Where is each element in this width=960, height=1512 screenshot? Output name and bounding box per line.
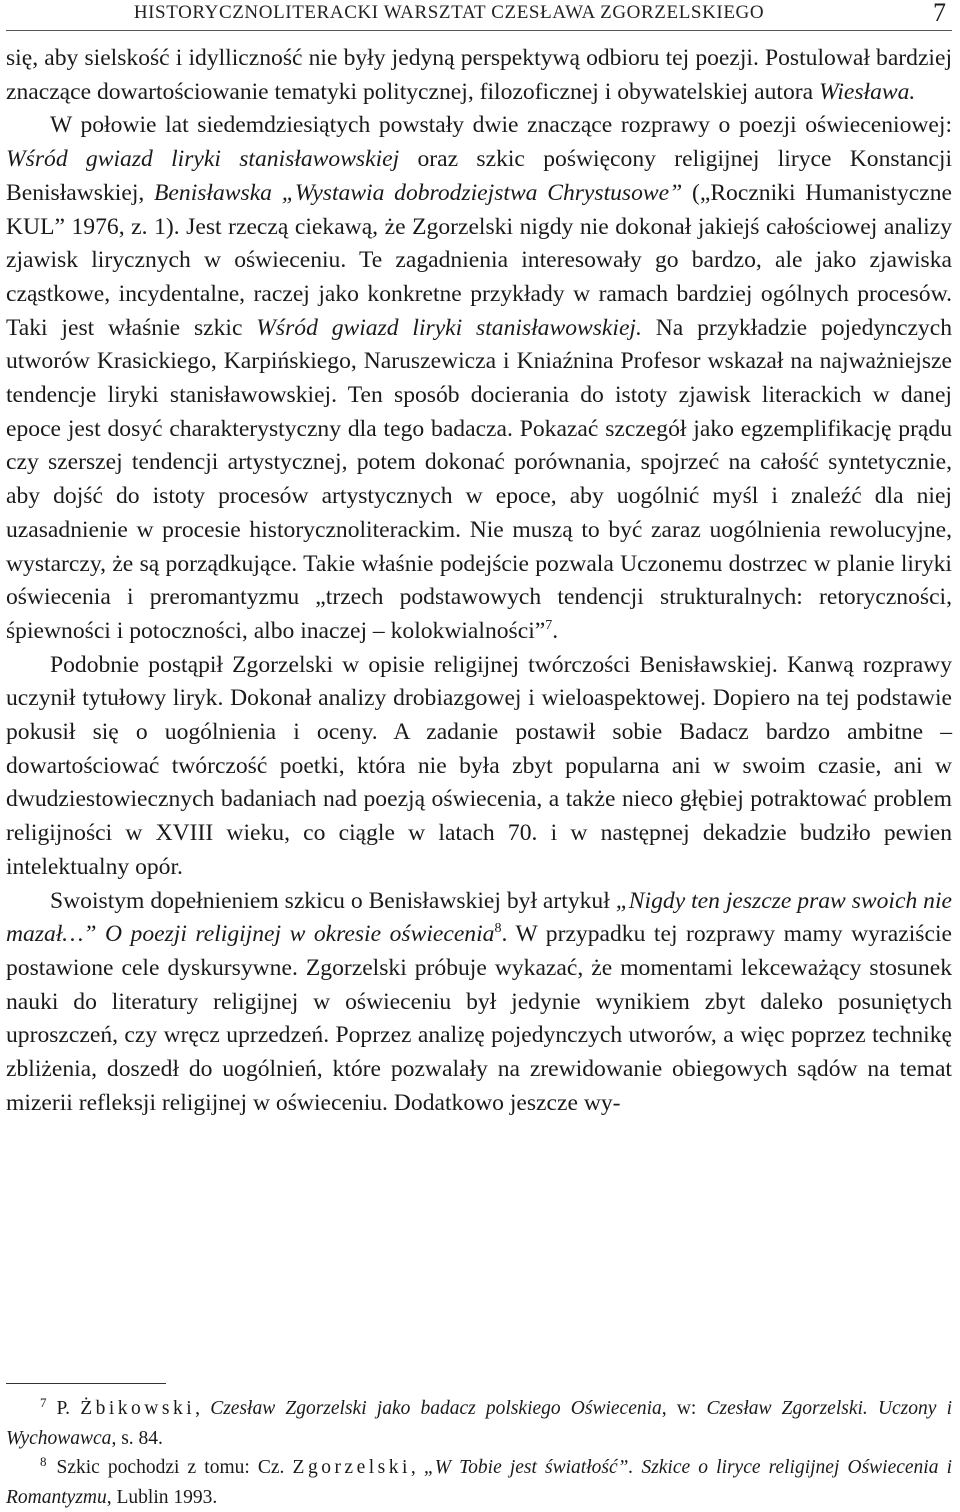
footnote-8 [6, 1453, 952, 1512]
author-spaced: Żbikowski [80, 1398, 196, 1419]
running-header [6, 0, 952, 31]
italic-title: „W Tobie jest światłość”. Szkice o liryce religijnej Oświecenia i Romantyzmu [6, 1457, 952, 1508]
italic-title: Czesław Zgorzelski. Uczony i Wychowawca [6, 1398, 953, 1449]
italic-title: Wśród gwiazd liryki stanisławowskiej [6, 146, 400, 173]
text-run: Szkic pochodzi z tomu: Cz. [56, 1457, 293, 1478]
italic-title: Benisławska „Wystawia dobrodziejstwa Chrystusowe” [154, 179, 683, 206]
text-run: . [552, 617, 559, 644]
footnote-divider [6, 1383, 166, 1384]
text-run: , w: [661, 1398, 707, 1419]
text-run: Na przykładzie pojedynczych utworów Krasickiego, Karpińskiego, Naruszewicza i Kniaźnina Profesor wskazał na najważniejsze tendencje liryki stanisławowskiej. Ten sposób docierania do istoty zjawisk literackich w danej epoce jest dosyć charakterystyczny dla tego badacza. Pokazać szczegół jako egzemplifikację prądu czy szerszej tendencji artystycznej, potem dokonać porównania, spojrzeć na całość syntetycznie, aby dojść do istoty procesów artystycznych w epoce, aby uogólnić myśl i znaleźć dla niej uzasadnienie w procesie historycznoliterackim. Nie muszą to być zaraz uogólnienia rewolucyjne, wystarczy, że są porządkujące. Takie właśnie podejście pozwala Uczonemu dostrzec w planie liryki oświecenia i preromantyzmu „trzech podstawowych tendencji strukturalnych: retoryczności, śpiewności i potoczności, albo inaczej – kolokwialności” [6, 314, 952, 644]
italic-title: Wiesława. [818, 78, 916, 105]
author-spaced: Zgorzelski [292, 1457, 411, 1478]
text-run: , [410, 1457, 424, 1478]
text-run: Podobnie postąpił Zgorzelski w opisie religijnej twórczości Benisławskiej. Kanwą rozprawy uczynił tytułowy liryk. Dokonał analizy drobiazgowej i wieloaspektowej. Dopiero na tej podstawie pokusił się o uogólnienia i oceny. A zadanie postawił sobie Badacz bardzo ambitne – dowartościować twórczość poetki, która nie była zbyt popularna ani w swoim czasie, ani w dwudziestowiecznych badaniach nad poezją oświecenia, a także nieco głębiej potraktować problem religijności w XVIII wieku, co ciągle w latach 70. i w następnej dekadzie budziło pewien intelektualny opór. [6, 651, 952, 880]
footnote-number: 7 [40, 1395, 47, 1410]
text-run: się, aby sielskość i idylliczność nie były jedyną perspektywą odbioru tej poezji. Postulował bardziej znaczące dowartościowanie tematyki politycznej, filozoficznej i obywatelskiej autora [6, 45, 952, 105]
italic-title: Wśród gwiazd liryki stanisławowskiej. [256, 314, 642, 341]
footnote-ref-7[interactable]: 7 [545, 617, 553, 633]
main-text [6, 42, 952, 1121]
page-number: 7 [933, 0, 946, 27]
text-run: oraz szkic poświęcony religijnej liryce Konstancji Benisławskiej, [6, 146, 952, 206]
footnote-number: 8 [40, 1454, 47, 1469]
italic-title: Czesław Zgorzelski jako badacz polskiego Oświecenia [210, 1398, 662, 1419]
paragraph-2 [6, 109, 952, 648]
text-run: („Roczniki Humanistyczne KUL” 1976, z. 1). Jest rzeczą ciekawą, że Zgorzelski nigdy nie dokonał jakiejś całościowej analizy zjawisk lirycznych w oświeceniu. Te zagadnienia interesowały go bardzo, ale jako zjawiska cząstkowe, incydentalne, raczej jako konkretne przykłady w ramach bardziej ogólnych procesów. Taki jest właśnie szkic [6, 179, 952, 341]
footnote-7 [6, 1394, 952, 1453]
text-run: W połowie lat siedemdziesiątych powstały dwie znaczące rozprawy o poezji oświeceniowej: [50, 112, 952, 139]
italic-title: „Nigdy ten jeszcze praw swoich nie mazał…” O poezji religijnej w okresie oświecenia [6, 887, 952, 948]
paragraph-1 [6, 42, 952, 109]
text-run: , s. 84. [111, 1427, 163, 1449]
paragraph-4 [6, 885, 952, 1121]
footnote-ref-8[interactable]: 8 [494, 921, 502, 937]
footnotes [6, 1394, 952, 1512]
text-run: , [195, 1398, 211, 1419]
text-run: P. [56, 1398, 81, 1419]
running-title: HISTORYCZNOLITERACKI WARSZTAT CZESŁAWA ZGORZELSKIEGO [133, 2, 765, 23]
text-run: Swoistym dopełnieniem szkicu o Benisławskiej był artykuł [50, 887, 616, 914]
paragraph-3 [6, 649, 952, 885]
text-run: . W przypadku tej rozprawy mamy wyraziście postawione cele dyskursywne. Zgorzelski próbuje wykazać, że momentami lekceważący stosunek nauki do literatury religijnej w oświeceniu był jedynie wynikiem zbyt daleko posuniętych uproszczeń, czy wręcz uprzedzeń. Poprzez analizę pojedynczych utworów, a więc poprzez technikę zbliżenia, doszedł do uogólnień, które pozwalały na zrewidowanie obiegowych sądów na temat mizerii refleksji religijnej w oświeceniu. Dodatkowo jeszcze wy- [6, 921, 952, 1116]
text-run: , Lublin 1993. [106, 1486, 218, 1508]
